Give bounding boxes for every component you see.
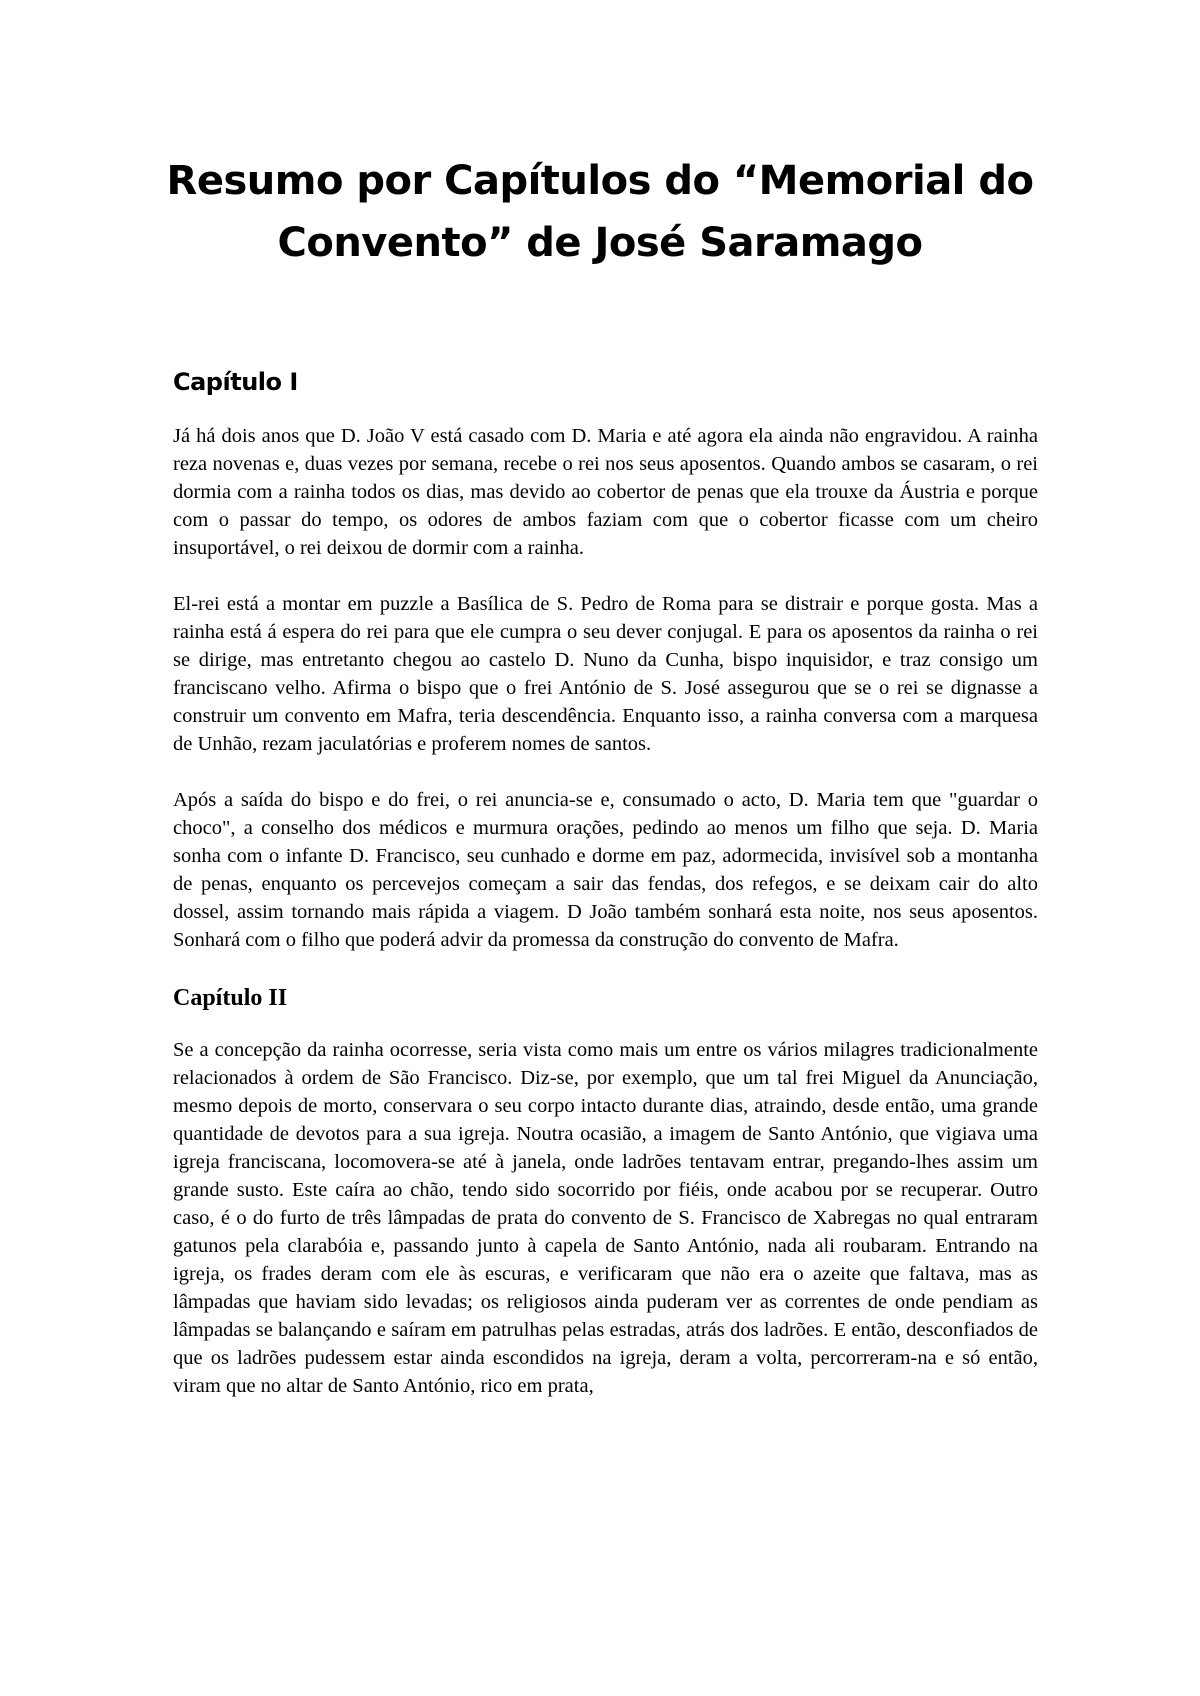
document-body — [173, 364, 1038, 1400]
document-title-line-2: Convento” de José Saramago — [277, 220, 923, 266]
chapter-2 — [173, 982, 1038, 1400]
paragraph: Após a saída do bispo e do frei, o rei anuncia-se e, consumado o acto, D. Maria tem que "guardar o choco", a conselho dos médicos e murmura orações, pedindo ao menos um filho que seja. D. Maria sonha com o infante D. Francisco, seu cunhado e dorme em paz, adormecida, invisível sob a montanha de penas, enquanto os percevejos começam a sair das fendas, dos refegos, e se deixam cair do alto dossel, assim tornando mais rápida a viagem. D João também sonhará esta noite, nos seus aposentos. Sonhará com o filho que poderá advir da promessa da construção do convento de Mafra. — [173, 789, 1038, 951]
chapter-heading: Capítulo I — [173, 368, 298, 396]
document-title — [150, 150, 1050, 274]
document-title-line-1: Resumo por Capítulos do “Memorial do — [166, 158, 1034, 204]
paragraph: Se a concepção da rainha ocorresse, seria vista como mais um entre os vários milagres tradicionalmente relacionados à ordem de São Francisco. Diz-se, por exemplo, que um tal frei Miguel da Anunciação, mesmo depois de morto, conservara o seu corpo intacto durante dias, atraindo, desde então, uma grande quantidade de devotos para a sua igreja. Noutra ocasião, a imagem de Santo António, que vigiava uma igreja franciscana, locomovera-se até à janela, onde ladrões tentavam entrar, pregando-lhes assim um grande susto. Este caíra ao chão, tendo sido socorrido por fiéis, onde acabou por se recuperar. Outro caso, é o do furto de três lâmpadas de prata do convento de S. Francisco de Xabregas no qual entraram gatunos pela clarabóia e, passando junto à capela de Santo António, nada ali roubaram. Entrando na igreja, os frades deram com ele às escuras, e verificaram que não era o azeite que faltava, mas as lâmpadas que haviam sido levadas; os religiosos ainda puderam ver as correntes de onde pendiam as lâmpadas se balançando e saíram em patrulhas pelas estradas, atrás dos ladrões. E então, desconfiados de que os ladrões pudessem estar ainda escondidos na igreja, deram a volta, percorreram-na e só então, viram que no altar de Santo António, rico em prata, — [173, 1039, 1038, 1397]
chapter-heading: Capítulo II — [173, 985, 288, 1011]
paragraph: Já há dois anos que D. João V está casado com D. Maria e até agora ela ainda não engravidou. A rainha reza novenas e, duas vezes por semana, recebe o rei nos seus aposentos. Quando ambos se casaram, o rei dormia com a rainha todos os dias, mas devido ao cobertor de penas que ela trouxe da Áustria e porque com o passar do tempo, os odores de ambos faziam com que o cobertor ficasse com um cheiro insuportável, o rei deixou de dormir com a rainha. — [173, 425, 1038, 559]
chapter-1 — [173, 364, 1038, 954]
paragraph: El-rei está a montar em puzzle a Basílica de S. Pedro de Roma para se distrair e porque gosta. Mas a rainha está á espera do rei para que ele cumpra o seu dever conjugal. E para os aposentos da rainha o rei se dirige, mas entretanto chegou ao castelo D. Nuno da Cunha, bispo inquisidor, e traz consigo um franciscano velho. Afirma o bispo que o frei António de S. José assegurou que se o rei se dignasse a construir um convento em Mafra, teria descendência. Enquanto isso, a rainha conversa com a marquesa de Unhão, rezam jaculatórias e proferem nomes de santos. — [173, 593, 1038, 755]
